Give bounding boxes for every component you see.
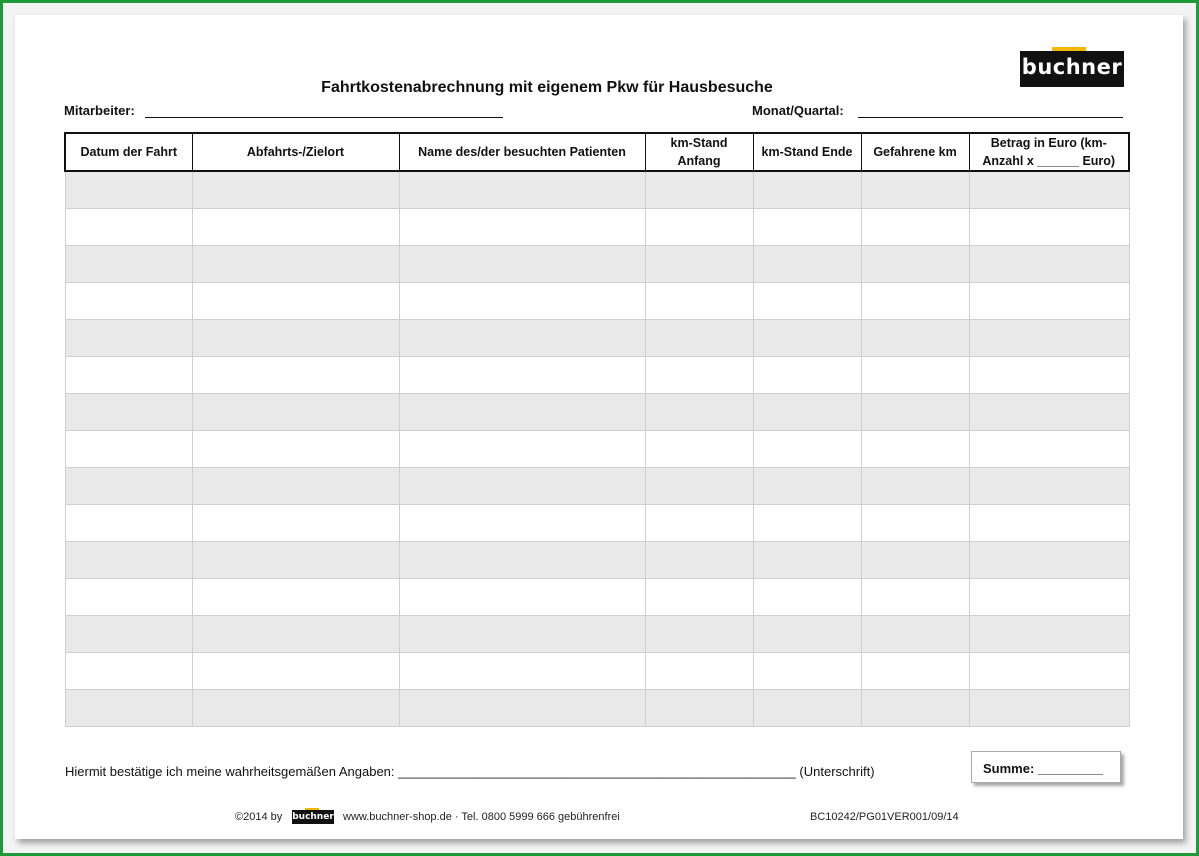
- table-cell[interactable]: [399, 616, 645, 653]
- confirmation-line: [65, 764, 875, 779]
- table-cell[interactable]: [861, 357, 969, 394]
- table-cell[interactable]: [65, 431, 192, 468]
- table-cell[interactable]: [645, 394, 753, 431]
- table-cell[interactable]: [753, 690, 861, 727]
- table-cell[interactable]: [753, 468, 861, 505]
- table-cell[interactable]: [969, 579, 1129, 616]
- table-cell[interactable]: [969, 283, 1129, 320]
- table-cell[interactable]: [65, 283, 192, 320]
- table-cell[interactable]: [192, 246, 399, 283]
- table-cell[interactable]: [65, 320, 192, 357]
- table-row: [65, 394, 1129, 431]
- table-cell[interactable]: [65, 246, 192, 283]
- table-cell[interactable]: [861, 209, 969, 246]
- header-gefahrene-km: Gefahrene km: [861, 133, 969, 171]
- signature-label: (Unterschrift): [799, 764, 875, 779]
- table-cell[interactable]: [645, 468, 753, 505]
- table-cell[interactable]: [399, 542, 645, 579]
- table-cell[interactable]: [861, 579, 969, 616]
- summe-box: [971, 751, 1121, 783]
- table-cell[interactable]: [861, 171, 969, 209]
- table-cell[interactable]: [65, 468, 192, 505]
- header-patient: Name des/der besuchten Patienten: [399, 133, 645, 171]
- table-cell[interactable]: [861, 542, 969, 579]
- table-cell[interactable]: [65, 690, 192, 727]
- footer-logo: [292, 810, 334, 824]
- footer-copyright: ©2014 by: [235, 811, 283, 823]
- table-cell[interactable]: [645, 690, 753, 727]
- table-cell[interactable]: [753, 171, 861, 209]
- table-cell[interactable]: [399, 394, 645, 431]
- table-cell[interactable]: [645, 246, 753, 283]
- table-row: [65, 468, 1129, 505]
- table-cell[interactable]: [969, 616, 1129, 653]
- table-row: [65, 357, 1129, 394]
- table-cell[interactable]: [645, 579, 753, 616]
- table-cell[interactable]: [753, 653, 861, 690]
- page-title: Fahrtkostenabrechnung mit eigenem Pkw für Hausbesuche: [321, 79, 773, 96]
- form-sheet: [15, 15, 1183, 839]
- table-cell[interactable]: [969, 653, 1129, 690]
- table-cell[interactable]: [192, 171, 399, 209]
- table-row: [65, 320, 1129, 357]
- table-cell[interactable]: [861, 468, 969, 505]
- table-cell[interactable]: [399, 690, 645, 727]
- table-cell[interactable]: [65, 579, 192, 616]
- table-cell[interactable]: [192, 209, 399, 246]
- table-cell[interactable]: [861, 431, 969, 468]
- table-row: [65, 579, 1129, 616]
- table-row: [65, 505, 1129, 542]
- table-cell[interactable]: [65, 394, 192, 431]
- header-ort: Abfahrts-/Zielort: [192, 133, 399, 171]
- mitarbeiter-label: Mitarbeiter:: [64, 103, 135, 118]
- table-cell[interactable]: [192, 505, 399, 542]
- table-cell[interactable]: [192, 653, 399, 690]
- table-row: [65, 171, 1129, 209]
- table-cell[interactable]: [753, 357, 861, 394]
- table-cell[interactable]: [645, 357, 753, 394]
- table-cell[interactable]: [969, 542, 1129, 579]
- table-cell[interactable]: [399, 505, 645, 542]
- logo-text: buchner: [1021, 55, 1123, 79]
- table-cell[interactable]: [192, 320, 399, 357]
- footer-logo-accent: [305, 808, 319, 810]
- table-cell[interactable]: [645, 505, 753, 542]
- logo-accent-bar: [1052, 47, 1086, 51]
- table-cell[interactable]: [399, 320, 645, 357]
- table-cell[interactable]: [753, 542, 861, 579]
- table-cell[interactable]: [753, 505, 861, 542]
- table-cell[interactable]: [969, 357, 1129, 394]
- table-cell[interactable]: [969, 690, 1129, 727]
- table-cell[interactable]: [753, 616, 861, 653]
- confirmation-text: Hiermit bestätige ich meine wahrheitsgemäßen Angaben:: [65, 764, 395, 779]
- table-cell[interactable]: [192, 431, 399, 468]
- table-cell[interactable]: [861, 283, 969, 320]
- table-cell[interactable]: [969, 431, 1129, 468]
- table-cell[interactable]: [399, 357, 645, 394]
- table-cell[interactable]: [753, 394, 861, 431]
- table-cell[interactable]: [969, 505, 1129, 542]
- table-cell[interactable]: [65, 505, 192, 542]
- table-cell[interactable]: [861, 653, 969, 690]
- summe-label: Summe:: [983, 761, 1035, 776]
- table-cell[interactable]: [969, 209, 1129, 246]
- table-cell[interactable]: [645, 171, 753, 209]
- buchner-logo: [1020, 51, 1124, 87]
- table-row: [65, 690, 1129, 727]
- table-cell[interactable]: [861, 505, 969, 542]
- table-cell[interactable]: [192, 283, 399, 320]
- table-cell[interactable]: [65, 357, 192, 394]
- table-cell[interactable]: [65, 616, 192, 653]
- trip-table: [64, 132, 1130, 727]
- table-cell[interactable]: [753, 579, 861, 616]
- table-cell[interactable]: [645, 616, 753, 653]
- table-cell[interactable]: [192, 690, 399, 727]
- footer-code: BC10242/PG01VER001/09/14: [810, 811, 959, 823]
- table-row: [65, 209, 1129, 246]
- table-cell[interactable]: [192, 579, 399, 616]
- table-cell[interactable]: [65, 653, 192, 690]
- summe-field[interactable]: _________: [1037, 761, 1103, 776]
- table-row: [65, 431, 1129, 468]
- table-cell[interactable]: [861, 690, 969, 727]
- table-cell[interactable]: [969, 394, 1129, 431]
- table-cell[interactable]: [399, 468, 645, 505]
- table-cell[interactable]: [645, 431, 753, 468]
- table-row: [65, 283, 1129, 320]
- table-cell[interactable]: [753, 283, 861, 320]
- table-cell[interactable]: [645, 653, 753, 690]
- table-cell[interactable]: [861, 320, 969, 357]
- table-cell[interactable]: [65, 209, 192, 246]
- header-km-ende: km-Stand Ende: [753, 133, 861, 171]
- table-cell[interactable]: [969, 246, 1129, 283]
- table-cell[interactable]: [399, 431, 645, 468]
- table-cell[interactable]: [861, 394, 969, 431]
- table-cell[interactable]: [969, 468, 1129, 505]
- monat-quartal-field[interactable]: [858, 117, 1123, 118]
- table-cell[interactable]: [645, 542, 753, 579]
- table-cell[interactable]: [861, 246, 969, 283]
- table-cell[interactable]: [861, 616, 969, 653]
- monat-quartal-label: Monat/Quartal:: [752, 103, 844, 118]
- table-row: [65, 616, 1129, 653]
- table-cell[interactable]: [65, 542, 192, 579]
- table-cell[interactable]: [399, 246, 645, 283]
- footer-logo-text: buchner: [292, 812, 334, 822]
- table-cell[interactable]: [192, 468, 399, 505]
- table-cell[interactable]: [645, 283, 753, 320]
- table-cell[interactable]: [645, 320, 753, 357]
- table-cell[interactable]: [192, 357, 399, 394]
- signature-field[interactable]: _______________________________________________________: [398, 764, 796, 779]
- table-cell[interactable]: [753, 246, 861, 283]
- table-cell[interactable]: [399, 653, 645, 690]
- table-row: [65, 653, 1129, 690]
- table-cell[interactable]: [753, 209, 861, 246]
- table-header-row: [65, 133, 1129, 171]
- table-cell[interactable]: [192, 542, 399, 579]
- table-cell[interactable]: [399, 283, 645, 320]
- table-row: [65, 246, 1129, 283]
- table-cell[interactable]: [969, 320, 1129, 357]
- table-cell[interactable]: [65, 171, 192, 209]
- table-cell[interactable]: [399, 579, 645, 616]
- table-cell[interactable]: [399, 209, 645, 246]
- mitarbeiter-field[interactable]: [145, 117, 503, 118]
- table-cell[interactable]: [753, 320, 861, 357]
- table-cell[interactable]: [969, 171, 1129, 209]
- header-km-anfang: km-Stand Anfang: [645, 133, 753, 171]
- table-cell[interactable]: [645, 209, 753, 246]
- header-datum: Datum der Fahrt: [65, 133, 192, 171]
- header-betrag: Betrag in Euro (km-Anzahl x ______ Euro): [969, 133, 1129, 171]
- table-cell[interactable]: [399, 171, 645, 209]
- table-cell[interactable]: [192, 616, 399, 653]
- table-cell[interactable]: [753, 431, 861, 468]
- footer-contact: www.buchner-shop.de · Tel. 0800 5999 666 gebührenfrei: [343, 811, 620, 823]
- table-cell[interactable]: [192, 394, 399, 431]
- table-row: [65, 542, 1129, 579]
